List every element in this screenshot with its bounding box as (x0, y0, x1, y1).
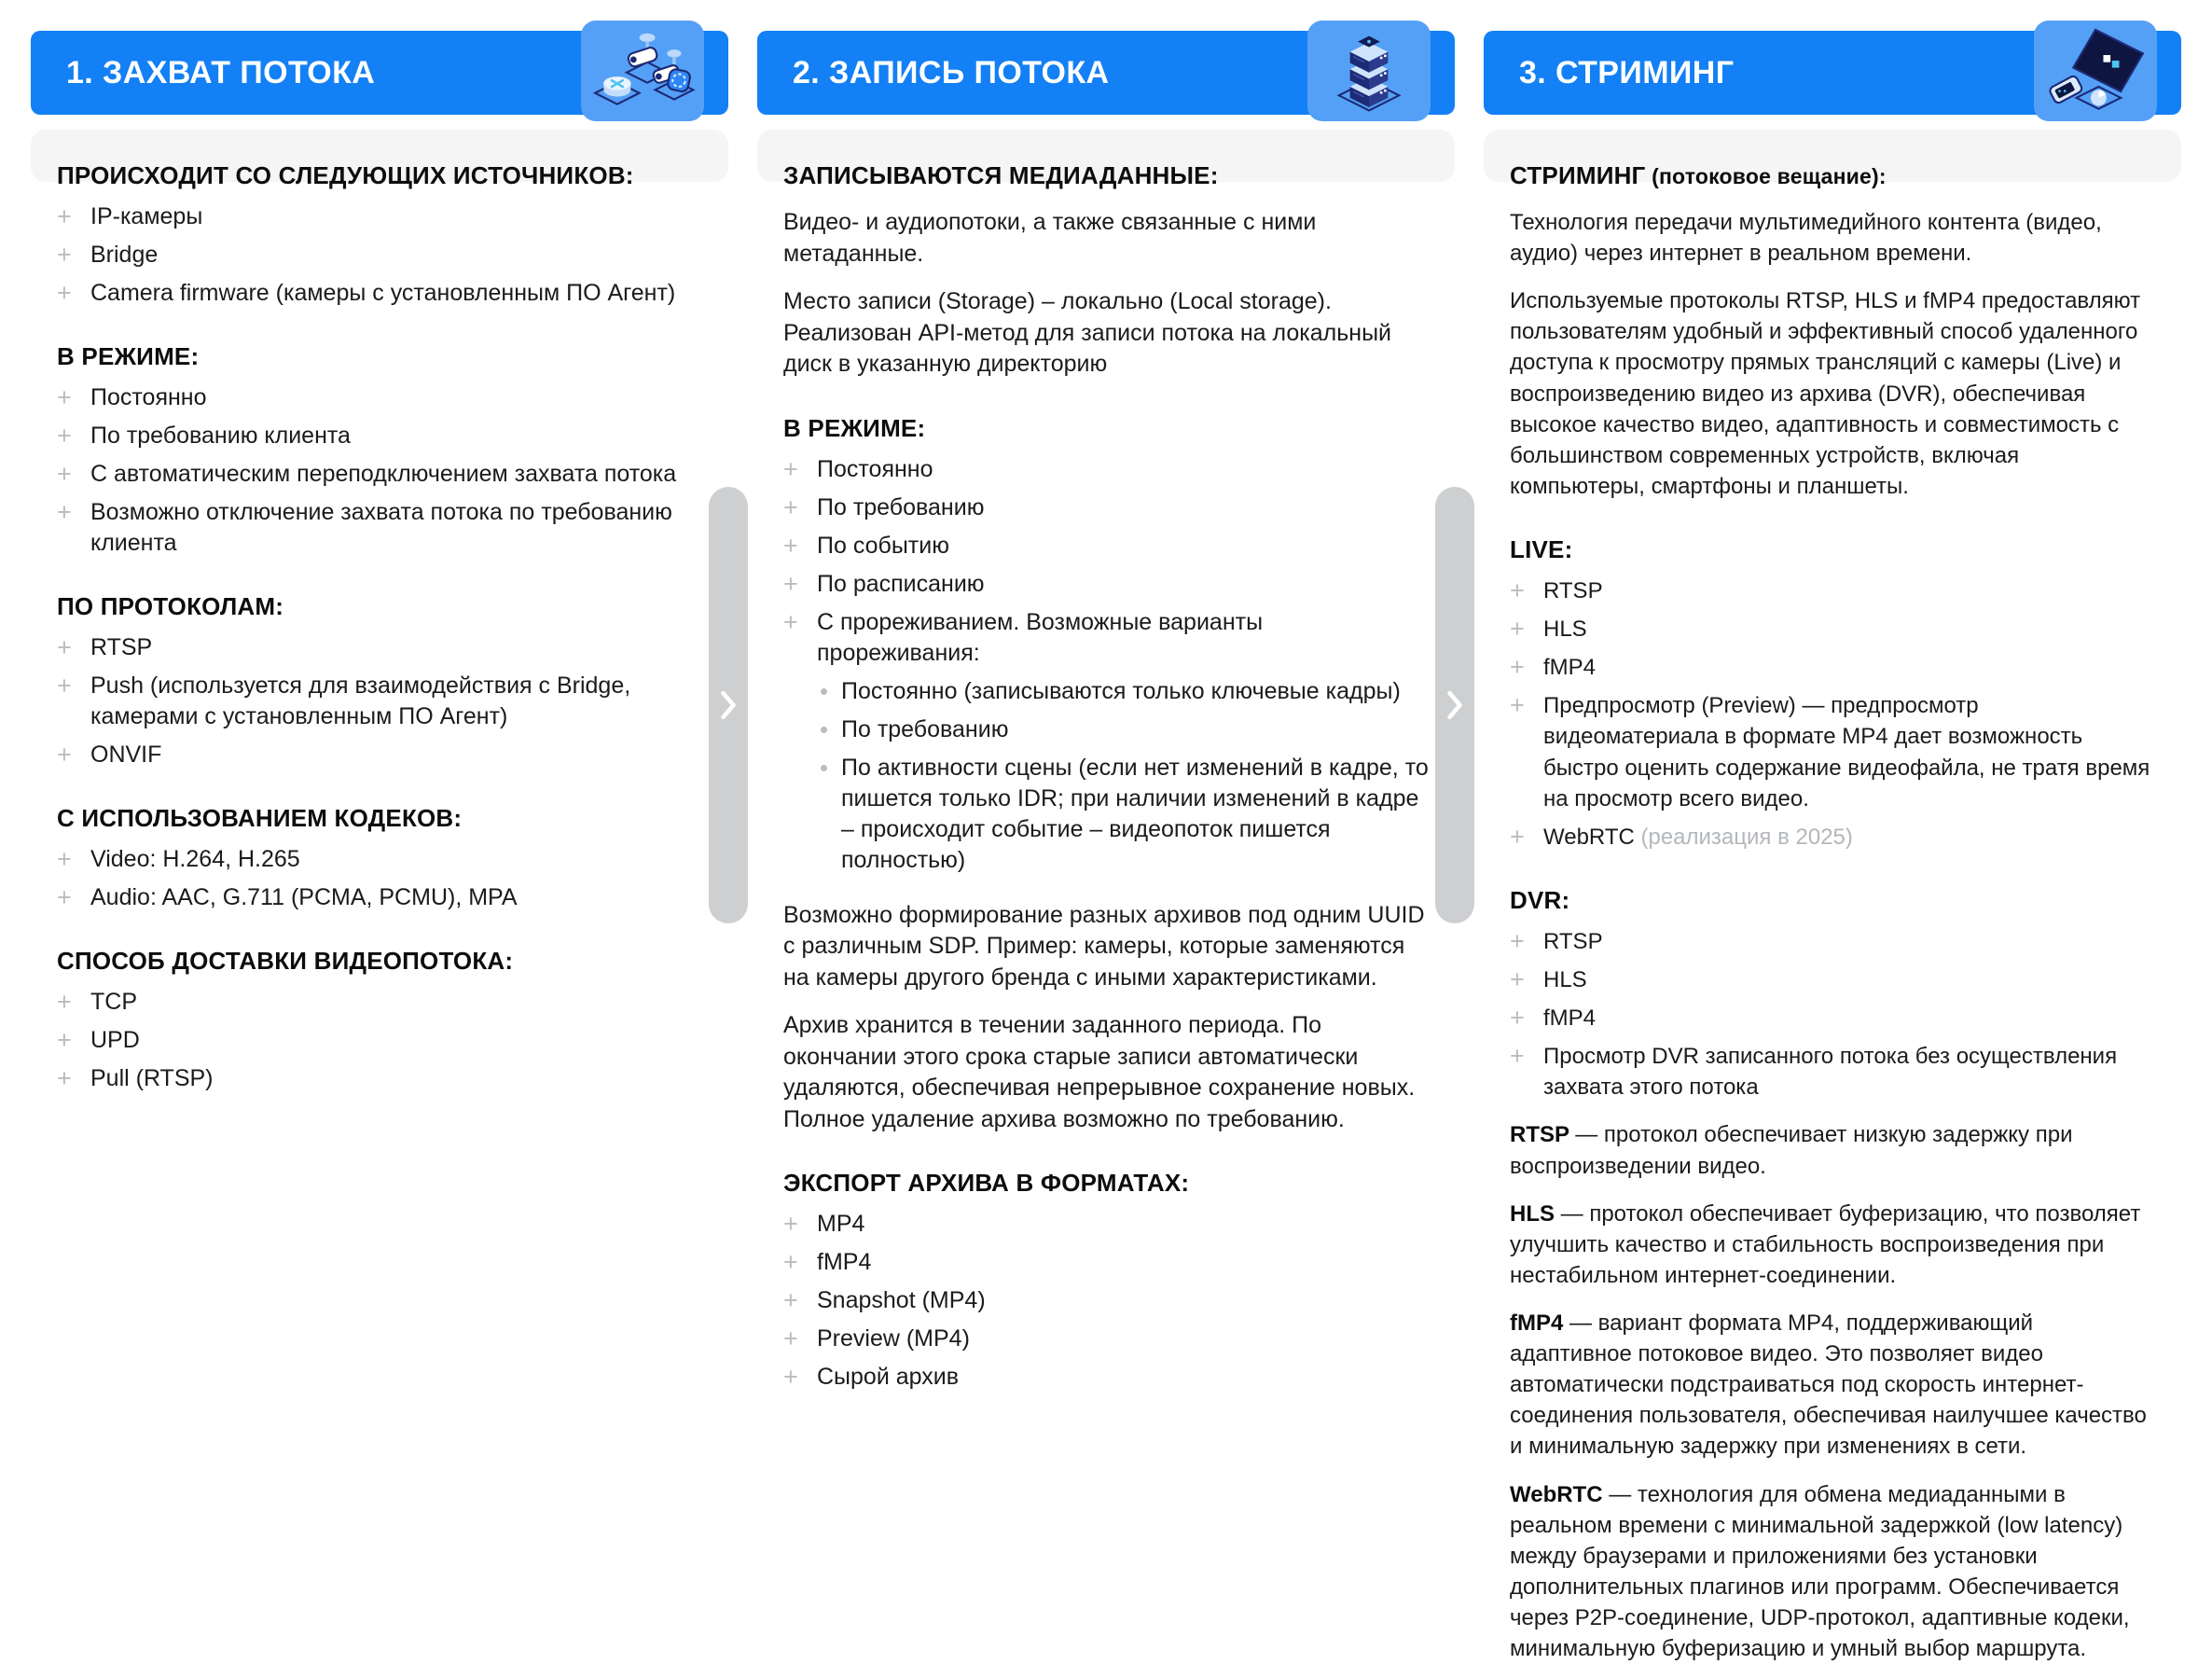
list-item-text (90, 740, 702, 770)
item-text: Push (используется для взаимодействия с Bridge, камерами с установленным ПО Агент) (90, 673, 630, 729)
list-item-text (1543, 926, 2155, 957)
definition-term: fMP4 (1510, 1310, 1569, 1336)
item-text: Preview (MP4) (817, 1325, 970, 1352)
item-text: HLS (1543, 617, 1587, 642)
heading-text: DVR: (1510, 886, 1569, 914)
section-heading (57, 804, 702, 833)
list-item (1510, 575, 2155, 606)
section-heading (57, 342, 702, 371)
plus-bullet-icon: + (1510, 652, 1543, 682)
definition-paragraph (1510, 1199, 2155, 1291)
item-text: По расписанию (817, 571, 985, 597)
capture-cameras-icon (581, 21, 704, 121)
heading-text: ПРОИСХОДИТ СО СЛЕДУЮЩИХ ИСТОЧНИКОВ: (57, 161, 634, 189)
item-text: Предпросмотр (Preview) — предпросмотр видеоматериала в формате MP4 дает возможность быстро оценить содержание видеофайла, не тратя время на просмотр всего видео. (1543, 693, 2150, 811)
list-item (57, 201, 702, 232)
paragraph-text: — технология для обмена медиаданными в реальном времени с минимальной задержкой (low latency) между браузерами и приложениями без установки дополнительных плагинов или программ. Обеспечивается через P2P-соединение, UDP-протокол, адаптивные кодеки, минимальную буферизацию и умный выбор маршрута. (1510, 1482, 2130, 1662)
plus-bullet-icon: + (57, 382, 90, 412)
list-item (783, 569, 1429, 600)
list-item-text (1543, 1003, 2155, 1033)
list-item-text (1543, 822, 2155, 853)
item-text: RTSP (1543, 929, 1603, 954)
list-item-text (90, 382, 702, 413)
list-item (783, 1209, 1429, 1240)
plus-bullet-icon: + (57, 1063, 90, 1093)
list-item-text (817, 607, 1429, 883)
item-text: По событию (817, 533, 949, 559)
item-text: TCP (90, 989, 137, 1015)
list-item-text (1543, 614, 2155, 645)
dot-bullet-icon (817, 753, 841, 776)
feature-list (57, 201, 702, 309)
item-text: По требованию клиента (90, 423, 351, 449)
list-item (1510, 822, 2155, 853)
list-item (57, 882, 702, 913)
list-item (57, 632, 702, 663)
list-item (57, 844, 702, 875)
plus-bullet-icon: + (783, 492, 817, 522)
plus-bullet-icon: + (57, 671, 90, 700)
column-title: 2. ЗАПИСЬ ПОТОКА (793, 55, 1109, 91)
streaming-devices-icon (2034, 21, 2157, 121)
plus-bullet-icon: + (783, 454, 817, 484)
sub-list-item (817, 676, 1429, 707)
next-column-button[interactable] (1435, 487, 1474, 923)
list-item (57, 421, 702, 451)
list-item-text (90, 421, 702, 451)
list-item-text (1543, 690, 2155, 813)
section-heading (1510, 161, 2155, 190)
list-item (1510, 690, 2155, 813)
paragraph (1510, 285, 2155, 502)
paragraph-text: Место записи (Storage) – локально (Local storage). Реализован API-метод для записи потока на локальный диск в указанную директорию (783, 288, 1391, 377)
feature-list (783, 454, 1429, 883)
list-item (57, 1025, 702, 1056)
item-text: С автоматическим переподключением захвата потока (90, 461, 676, 487)
list-item-text (817, 1285, 1429, 1316)
feature-list (1510, 575, 2155, 853)
item-text: Snapshot (MP4) (817, 1287, 986, 1313)
item-text: ONVIF (90, 742, 161, 768)
item-text: IP-камеры (90, 203, 202, 229)
plus-bullet-icon: + (783, 1324, 817, 1353)
plus-bullet-icon: + (783, 607, 817, 637)
list-item (57, 278, 702, 309)
sub-item-text: По активности сцены (если нет изменений в кадре, то пишется только IDR; при наличии изменений в кадре – происходит событие – видеопоток пишется полностью) (841, 753, 1429, 876)
column-header (31, 31, 728, 115)
list-item-text (817, 1362, 1429, 1393)
list-item (1510, 614, 2155, 645)
plus-bullet-icon: + (783, 569, 817, 599)
list-item (1510, 1003, 2155, 1033)
record-server-illustration (1317, 28, 1421, 114)
heading-text: ПО ПРОТОКОЛАМ: (57, 592, 283, 620)
plus-bullet-icon: + (57, 497, 90, 527)
item-text: Audio: AAC, G.711 (PCMA, PCMU), MPA (90, 884, 518, 910)
item-text: Постоянно (817, 456, 933, 482)
list-item (783, 1362, 1429, 1393)
paragraph (783, 286, 1429, 381)
plus-bullet-icon: + (57, 240, 90, 270)
chevron-right-icon (718, 687, 739, 723)
definition-paragraph (1510, 1308, 2155, 1463)
plus-bullet-icon: + (1510, 614, 1543, 644)
paragraph-text: Технология передачи мультимедийного контента (видео, аудио) через интернет в реальном времени. (1510, 210, 2102, 266)
record-panel (757, 130, 1455, 182)
list-item (57, 987, 702, 1018)
plus-bullet-icon: + (783, 1285, 817, 1315)
paragraph (783, 900, 1429, 994)
column-title: 3. СТРИМИНГ (1519, 55, 1734, 91)
item-text: UPD (90, 1027, 140, 1053)
definition-term: WebRTC (1510, 1482, 1609, 1507)
list-item-text (817, 454, 1429, 485)
plus-bullet-icon: + (57, 844, 90, 874)
paragraph-text: Возможно формирование разных архивов под одним UUID с различным SDP. Пример: камеры, которые заменяются на камеры другого бренда с иными характеристиками. (783, 902, 1425, 991)
list-item-text (90, 497, 702, 559)
section-heading (1510, 886, 2155, 915)
heading-text: ЭКСПОРТ АРХИВА В ФОРМАТАХ: (783, 1169, 1189, 1197)
feature-list (57, 382, 702, 559)
definition-term: RTSP (1510, 1122, 1575, 1147)
column-header (1484, 31, 2181, 115)
list-item-text (1543, 964, 2155, 995)
heading-text: СТРИМИНГ (1510, 161, 1646, 189)
item-note: (реализация в 2025) (1635, 825, 1853, 850)
list-item-text (90, 459, 702, 490)
plus-bullet-icon: + (783, 1247, 817, 1277)
next-column-button[interactable] (709, 487, 748, 923)
feature-list (57, 987, 702, 1094)
plus-bullet-icon: + (1510, 690, 1543, 720)
paragraph (1510, 207, 2155, 269)
list-item-text (90, 240, 702, 270)
paragraph-text: Видео- и аудиопотоки, а также связанные с ними метаданные. (783, 209, 1316, 267)
plus-bullet-icon: + (783, 1209, 817, 1239)
plus-bullet-icon: + (783, 531, 817, 561)
heading-text: ЗАПИСЫВАЮТСЯ МЕДИАДАННЫЕ: (783, 161, 1219, 189)
section-heading (783, 1169, 1429, 1198)
list-item-text (90, 632, 702, 663)
list-item (57, 740, 702, 770)
list-item (783, 1285, 1429, 1316)
paragraph-text: — вариант формата MP4, поддерживающий адаптивное потоковое видео. Это позволяет видео автоматически подстраиваться под скорость интернет-соединения пользователя, обеспечивая наилучшее качество и минимальную задержку при изменениях в сети. (1510, 1310, 2147, 1459)
item-text: RTSP (1543, 578, 1603, 603)
plus-bullet-icon: + (57, 987, 90, 1017)
plus-bullet-icon: + (1510, 575, 1543, 605)
item-text: HLS (1543, 967, 1587, 992)
item-text: Pull (RTSP) (90, 1065, 214, 1091)
list-item-text (817, 492, 1429, 523)
item-text: Bridge (90, 242, 158, 268)
plus-bullet-icon: + (57, 201, 90, 231)
plus-bullet-icon: + (57, 421, 90, 451)
plus-bullet-icon: + (57, 1025, 90, 1055)
streaming-devices-illustration (2043, 28, 2148, 114)
definition-paragraph (1510, 1479, 2155, 1664)
list-item (57, 382, 702, 413)
item-text: Video: H.264, H.265 (90, 846, 300, 872)
list-item-text (90, 1063, 702, 1094)
item-text: По требованию (817, 494, 984, 520)
paragraph-text: Используемые протоколы RTSP, HLS и fMP4 предоставляют пользователям удобный и эффективный способ удаленного доступа к просмотру прямых трансляций с камеры (Live) и воспроизведению видео из архива (DVR), обеспечивая высокое качество видео, адаптивность и совместимость с большинством современных устройств, включая компьютеры, смартфоны и планшеты. (1510, 288, 2140, 499)
plus-bullet-icon: + (783, 1362, 817, 1392)
plus-bullet-icon: + (57, 632, 90, 662)
item-text: Camera firmware (камеры с установленным ПО Агент) (90, 280, 675, 306)
item-text: Возможно отключение захвата потока по требованию клиента (90, 499, 672, 556)
section-heading (57, 947, 702, 976)
item-text: С прореживанием. Возможные варианты прореживания: (817, 609, 1263, 666)
heading-text: LIVE: (1510, 535, 1572, 563)
column-header (757, 31, 1455, 115)
sub-list-item (817, 753, 1429, 876)
list-item (57, 671, 702, 732)
list-item-text (817, 569, 1429, 600)
sub-item-text: Постоянно (записываются только ключевые кадры) (841, 676, 1401, 707)
heading-text: В РЕЖИМЕ: (783, 414, 925, 442)
list-item-text (90, 201, 702, 232)
list-item (783, 454, 1429, 485)
section-heading (57, 161, 702, 190)
item-text: Постоянно (90, 384, 207, 410)
list-item-text (90, 671, 702, 732)
heading-text: В РЕЖИМЕ: (57, 342, 199, 370)
list-item (57, 497, 702, 559)
item-text: MP4 (817, 1211, 864, 1237)
list-item-text (817, 1247, 1429, 1278)
list-item (783, 1324, 1429, 1354)
definition-term: HLS (1510, 1201, 1561, 1227)
item-text: fMP4 (817, 1249, 871, 1275)
feature-list (57, 844, 702, 913)
plus-bullet-icon: + (1510, 1041, 1543, 1071)
plus-bullet-icon: + (57, 882, 90, 912)
item-text: Сырой архив (817, 1364, 959, 1390)
section-heading (57, 592, 702, 621)
plus-bullet-icon: + (1510, 926, 1543, 956)
list-item (783, 607, 1429, 883)
plus-bullet-icon: + (1510, 822, 1543, 852)
chevron-right-icon (1445, 687, 1465, 723)
list-item-text (817, 1324, 1429, 1354)
list-item (783, 492, 1429, 523)
item-text: fMP4 (1543, 655, 1596, 680)
list-item-text (1543, 652, 2155, 683)
feature-list (1510, 926, 2155, 1103)
list-item-text (90, 1025, 702, 1056)
list-item-text (90, 882, 702, 913)
list-item (1510, 1041, 2155, 1102)
feature-list (57, 632, 702, 770)
list-item (1510, 652, 2155, 683)
heading-suffix: (потоковое вещание): (1646, 164, 1887, 188)
list-item-text (1543, 1041, 2155, 1102)
dot-bullet-icon (817, 714, 841, 738)
paragraph-text: — протокол обеспечивает низкую задержку при воспроизведении видео. (1510, 1122, 2072, 1178)
list-item (57, 1063, 702, 1094)
list-item (57, 459, 702, 490)
list-item-text (90, 987, 702, 1018)
sub-list (817, 676, 1429, 876)
column-title: 1. ЗАХВАТ ПОТОКА (66, 55, 375, 91)
list-item-text (90, 844, 702, 875)
capture-panel (31, 130, 728, 182)
paragraph (783, 207, 1429, 270)
paragraph-text: — протокол обеспечивает буферизацию, что позволяет улучшить качество и стабильность воспроизведения при нестабильном интернет-соединении. (1510, 1201, 2140, 1288)
plus-bullet-icon: + (1510, 1003, 1543, 1033)
dot-bullet-icon (817, 676, 841, 700)
plus-bullet-icon: + (57, 459, 90, 489)
item-text: WebRTC (1543, 825, 1635, 850)
paragraph (783, 1010, 1429, 1135)
list-item (1510, 964, 2155, 995)
plus-bullet-icon: + (1510, 964, 1543, 994)
paragraph-text: Архив хранится в течении заданного периода. По окончании этого срока старые записи автоматически удаляются, обеспечивая непрерывное сохранение новых. Полное удаление архива возможно по требованию. (783, 1012, 1415, 1132)
record-server-icon (1307, 21, 1431, 121)
item-text: RTSP (90, 634, 152, 660)
plus-bullet-icon: + (57, 278, 90, 308)
section-heading (1510, 535, 2155, 564)
list-item-text (1543, 575, 2155, 606)
list-item (57, 240, 702, 270)
section-heading (783, 414, 1429, 443)
item-text: Просмотр DVR записанного потока без осуществления захвата этого потока (1543, 1044, 2117, 1100)
list-item (1510, 926, 2155, 957)
sub-list-item (817, 714, 1429, 745)
heading-text: С ИСПОЛЬЗОВАНИЕМ КОДЕКОВ: (57, 804, 462, 832)
list-item-text (817, 1209, 1429, 1240)
definition-paragraph (1510, 1119, 2155, 1181)
heading-text: СПОСОБ ДОСТАВКИ ВИДЕОПОТОКА: (57, 947, 513, 975)
list-item-text (90, 278, 702, 309)
item-text: fMP4 (1543, 1005, 1596, 1031)
list-item (783, 531, 1429, 562)
section-heading (783, 161, 1429, 190)
sub-item-text: По требованию (841, 714, 1008, 745)
streaming-panel (1484, 130, 2181, 182)
list-item-text (817, 531, 1429, 562)
plus-bullet-icon: + (57, 740, 90, 770)
capture-cameras-illustration (590, 28, 695, 114)
feature-list (783, 1209, 1429, 1393)
list-item (783, 1247, 1429, 1278)
